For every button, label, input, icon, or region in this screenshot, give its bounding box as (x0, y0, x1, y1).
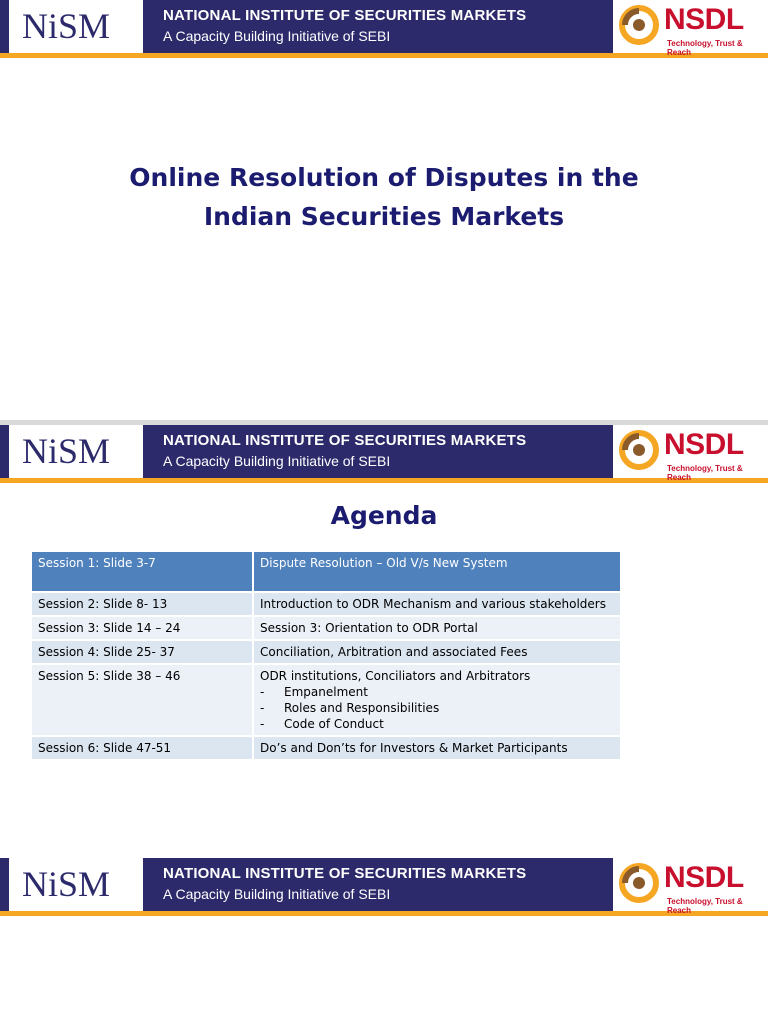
session-cell: Session 4: Slide 25- 37 (31, 640, 253, 664)
sub-item-text: Roles and Responsibilities (284, 701, 440, 715)
header-orange-line (0, 911, 768, 916)
sub-item-text: Code of Conduct (284, 717, 384, 731)
header-orange-line (0, 478, 768, 483)
topic-cell (253, 664, 621, 736)
nsdl-logo: NSDL (664, 3, 744, 36)
title-line-1: Online Resolution of Disputes in the (129, 163, 639, 192)
header-left-strip (0, 858, 9, 911)
table-row (31, 592, 621, 616)
session-cell: Session 6: Slide 47-51 (31, 736, 253, 760)
topic-cell: Session 3: Orientation to ODR Portal (253, 616, 621, 640)
agenda-table (30, 550, 622, 761)
slide-header (0, 0, 768, 61)
table-row (31, 616, 621, 640)
topic-cell: Conciliation, Arbitration and associated Fees (253, 640, 621, 664)
nsdl-swirl-icon (619, 430, 659, 470)
header-left-strip (0, 425, 9, 478)
nsdl-tagline: Technology, Trust & Reach (667, 897, 743, 915)
slide-3 (0, 858, 768, 1024)
institute-name: NATIONAL INSTITUTE OF SECURITIES MARKETS (163, 432, 527, 449)
nism-logo: NiSM (22, 431, 111, 471)
institute-tagline: A Capacity Building Initiative of SEBI (163, 886, 391, 902)
topic-text: ODR institutions, Conciliators and Arbitrators (260, 669, 531, 683)
agenda-title: Agenda (330, 501, 438, 530)
slide-header (0, 858, 768, 919)
session-cell: Session 1: Slide 3-7 (31, 551, 253, 592)
institute-name: NATIONAL INSTITUTE OF SECURITIES MARKETS (163, 7, 527, 24)
topic-cell: Dispute Resolution – Old V/s New System (253, 551, 621, 592)
table-row (31, 736, 621, 760)
table-row (31, 664, 621, 736)
nsdl-swirl-icon (619, 863, 659, 903)
header-left-strip (0, 0, 9, 53)
table-row (31, 551, 621, 592)
sub-item-text: Empanelment (284, 685, 368, 699)
sub-item: - Code of Conduct (260, 717, 384, 731)
header-orange-line (0, 53, 768, 58)
nism-logo: NiSM (22, 6, 111, 46)
topic-cell: Introduction to ODR Mechanism and various stakeholders (253, 592, 621, 616)
slide-1 (0, 0, 768, 420)
slide-2 (0, 425, 768, 858)
slide-header (0, 425, 768, 486)
table-row (31, 640, 621, 664)
slide-title (0, 158, 768, 236)
session-cell: Session 5: Slide 38 – 46 (31, 664, 253, 736)
institute-name: NATIONAL INSTITUTE OF SECURITIES MARKETS (163, 865, 527, 882)
nsdl-tagline: Technology, Trust & Reach (667, 39, 743, 57)
nsdl-swirl-icon (619, 5, 659, 45)
session-cell: Session 3: Slide 14 – 24 (31, 616, 253, 640)
nsdl-logo: NSDL (664, 861, 744, 894)
sub-item: - Empanelment (260, 685, 368, 699)
institute-tagline: A Capacity Building Initiative of SEBI (163, 28, 391, 44)
title-line-2: Indian Securities Markets (203, 202, 565, 231)
nsdl-logo: NSDL (664, 428, 744, 461)
session-cell: Session 2: Slide 8- 13 (31, 592, 253, 616)
nism-logo: NiSM (22, 864, 111, 904)
topic-cell: Do’s and Don’ts for Investors & Market Participants (253, 736, 621, 760)
institute-tagline: A Capacity Building Initiative of SEBI (163, 453, 391, 469)
nsdl-tagline: Technology, Trust & Reach (667, 464, 743, 482)
sub-item: - Roles and Responsibilities (260, 701, 440, 715)
